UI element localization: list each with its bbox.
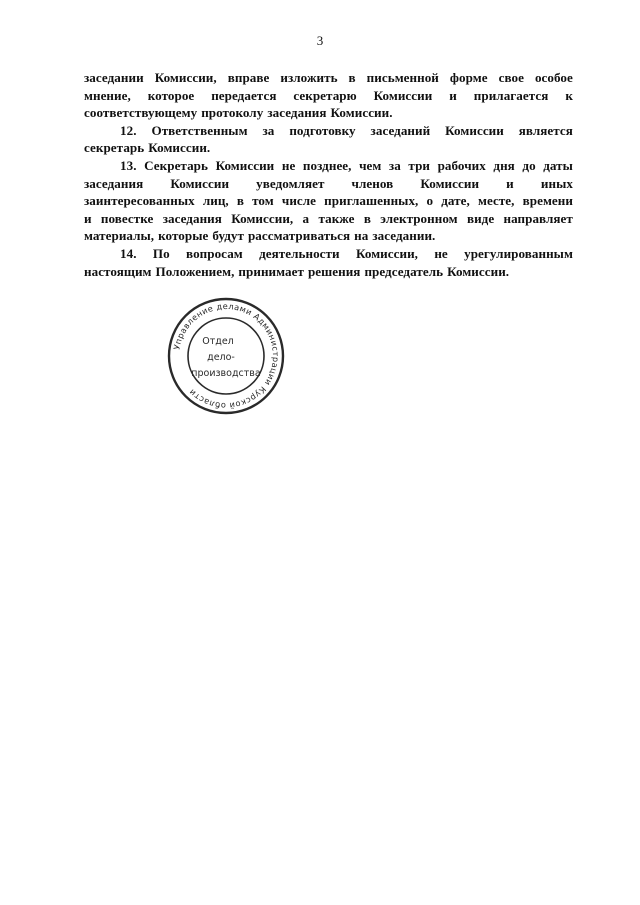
word: передается	[211, 87, 277, 103]
word: заседания	[267, 105, 327, 121]
word: три	[408, 157, 430, 173]
word: материалы,	[84, 228, 155, 244]
word: лиц,	[202, 193, 229, 209]
word: повестке	[100, 210, 154, 226]
word: Комиссии.	[447, 263, 510, 279]
word: мнение,	[84, 87, 131, 103]
word: в	[236, 193, 244, 209]
stamp-center-line: производства	[191, 368, 261, 379]
word: также	[318, 210, 355, 226]
word: свое	[498, 70, 524, 85]
word: По	[152, 245, 170, 261]
word: чем	[359, 157, 382, 173]
word: в	[363, 210, 371, 226]
stamp-center-line: дело-	[207, 352, 235, 363]
word: направляет	[503, 210, 573, 226]
text-line	[84, 139, 573, 157]
text-line	[84, 227, 573, 245]
page-number: 3	[316, 33, 324, 48]
word: электронном	[380, 210, 458, 226]
word: особое	[534, 70, 573, 85]
word: Положением,	[155, 263, 235, 279]
word: не	[281, 157, 296, 173]
word: прилагается	[473, 87, 549, 103]
word: а	[302, 210, 310, 226]
word: 14.	[120, 245, 137, 261]
word: Комиссии	[170, 175, 230, 191]
word: Комиссии	[215, 157, 275, 173]
text-line	[84, 192, 573, 210]
word: изложить	[280, 70, 338, 85]
word: протоколу	[201, 105, 264, 121]
word: Комиссии	[373, 87, 433, 103]
word: секретарь	[84, 140, 145, 156]
word: которое	[147, 87, 195, 103]
word: 12.	[120, 122, 137, 138]
word: не	[434, 245, 448, 261]
text-line	[84, 210, 573, 228]
stamp-ring-text: Управление делами Администрации Курской области	[171, 300, 282, 412]
word: времени	[522, 193, 573, 209]
word: до	[522, 157, 536, 173]
document-body	[84, 69, 573, 280]
word: вправе	[227, 70, 270, 85]
word: дате,	[441, 193, 470, 209]
word: Комиссии	[420, 175, 480, 191]
text-line	[84, 69, 573, 87]
word: членов	[351, 175, 394, 191]
word: решения	[307, 263, 361, 279]
word: виде	[466, 210, 495, 226]
office-stamp	[166, 296, 286, 416]
word: настоящим	[84, 263, 152, 279]
word: заседания	[162, 210, 222, 226]
text-line	[84, 245, 573, 263]
word: Комиссии,	[154, 70, 217, 85]
word: заседании.	[372, 228, 436, 244]
word: уведомляет	[256, 175, 325, 191]
word: в	[348, 70, 356, 85]
word: Комиссии,	[355, 245, 418, 261]
text-line	[84, 104, 573, 122]
text-line	[84, 157, 573, 175]
word: соответствующему	[84, 105, 198, 121]
word: позднее,	[302, 157, 352, 173]
word: 13.	[120, 157, 137, 173]
word: рабочих	[437, 157, 486, 173]
word: форме	[449, 70, 488, 85]
word: Секретарь	[144, 157, 208, 173]
stamp-center-line: Отдел	[202, 336, 234, 347]
word: подготовку	[289, 122, 356, 138]
word: заседания	[84, 175, 144, 191]
word: письменной	[366, 70, 439, 85]
word: на	[354, 228, 369, 244]
word: приглашенных,	[324, 193, 419, 209]
stamp-center-text	[191, 336, 260, 379]
text-line	[84, 122, 573, 140]
word: даты	[543, 157, 573, 173]
word: заседаний	[370, 122, 431, 138]
word: рассматриваться	[247, 228, 351, 244]
word: и	[449, 87, 457, 103]
word: деятельности	[259, 245, 340, 261]
word: заседании	[84, 70, 144, 85]
word: к	[565, 87, 573, 103]
word: принимает	[238, 263, 304, 279]
word: секретарю	[293, 87, 357, 103]
word: которые	[158, 228, 209, 244]
word: и	[84, 210, 92, 226]
word: дня	[493, 157, 515, 173]
word: Комиссии.	[148, 140, 211, 156]
word: вопросам	[186, 245, 243, 261]
word: урегулированным	[464, 245, 573, 261]
word: том	[252, 193, 274, 209]
word: является	[518, 122, 573, 138]
word: о	[426, 193, 434, 209]
word: числе	[281, 193, 317, 209]
word: Комиссии	[445, 122, 504, 138]
word: будут	[212, 228, 244, 244]
word: за	[388, 157, 401, 173]
word: месте,	[477, 193, 515, 209]
word: Комиссии.	[330, 105, 393, 121]
word: Ответственным	[151, 122, 248, 138]
word: Комиссии,	[231, 210, 294, 226]
word: иных	[540, 175, 573, 191]
text-line	[84, 87, 573, 105]
word: заинтересованных	[84, 193, 195, 209]
text-line	[84, 175, 573, 193]
word: за	[262, 122, 275, 138]
word: и	[506, 175, 514, 191]
text-line	[84, 263, 573, 281]
word: председатель	[364, 263, 444, 279]
